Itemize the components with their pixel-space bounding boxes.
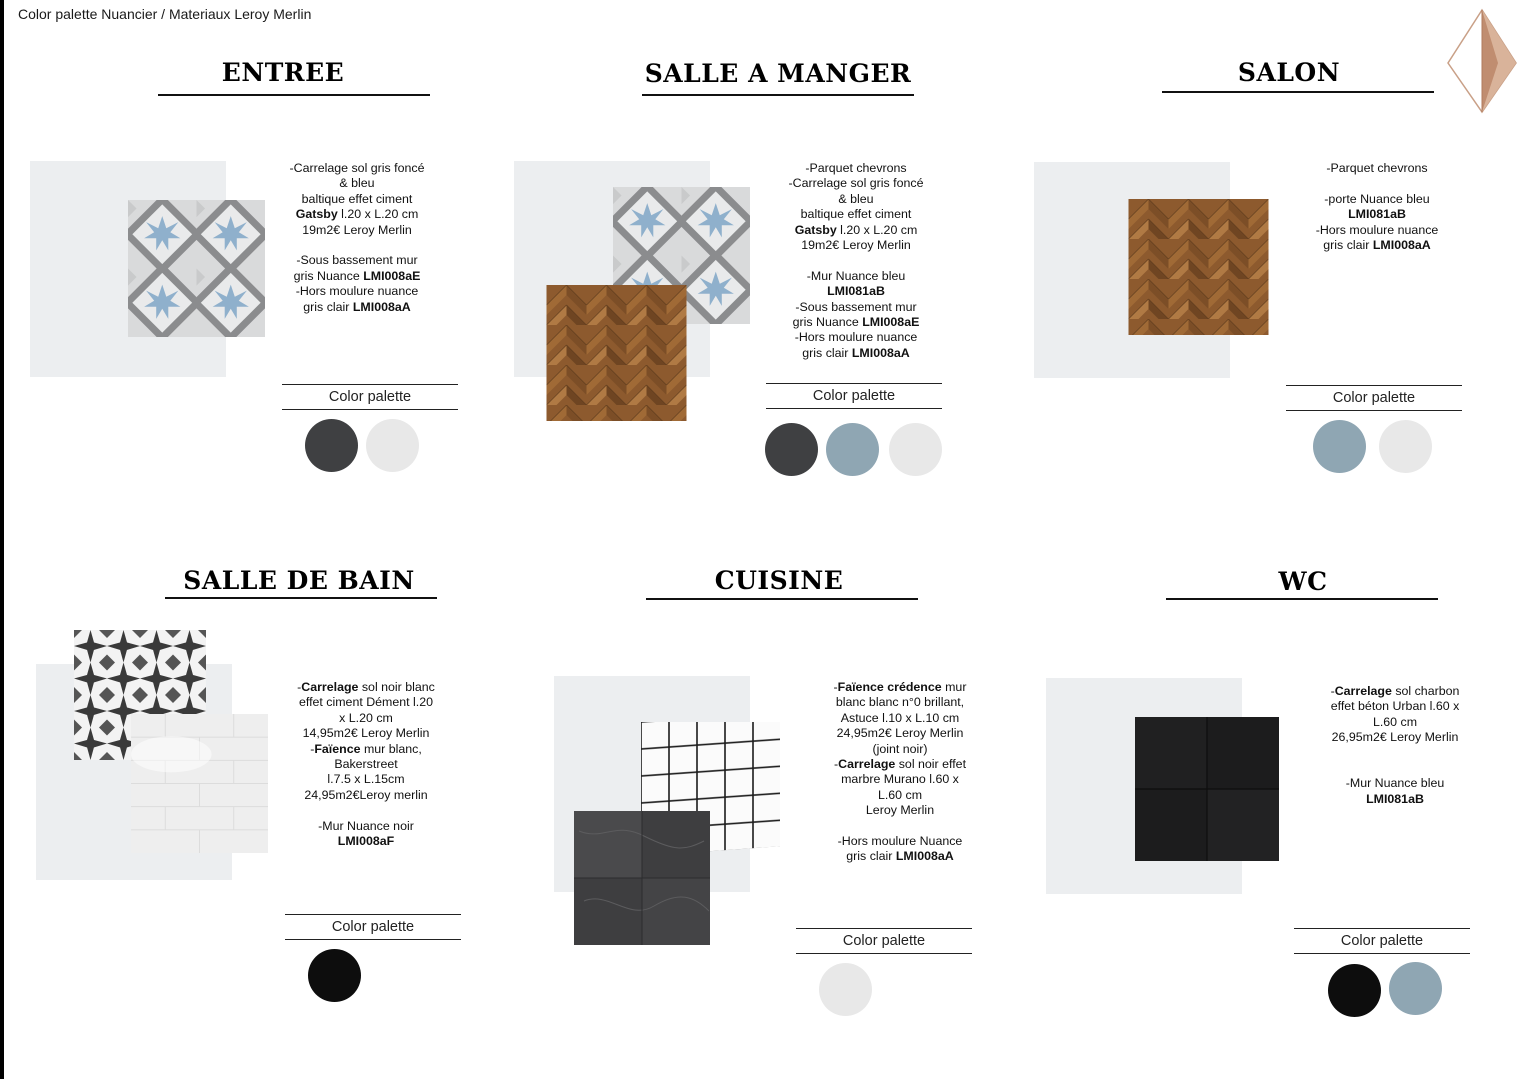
line-text: gris Nuance [293,268,364,283]
line-text: -Carrelage sol gris foncé [289,161,425,175]
document-title: Color palette Nuancier / Materiaux Leroy Merlin [18,6,312,22]
material-description [772,161,940,361]
description-line [273,192,441,207]
line-prefix: - [297,680,302,694]
line-text: 26,95m2€ Leroy Merlin [1331,730,1459,745]
color-swatch-blue-grey [826,423,879,476]
description-line [273,161,441,176]
line-text: -Hors moulure Nuance [837,834,963,849]
line-text: Leroy Merlin [865,803,935,818]
line-text: -Mur Nuance bleu [806,268,906,283]
description-line [816,849,984,864]
line-text: Astuce l.10 x L.10 cm [840,710,960,725]
color-swatch-charcoal [305,419,358,472]
title-underline [165,597,437,599]
line-text: sol charbon [1391,684,1460,698]
color-palette-label: Color palette [282,384,458,410]
description-line [273,284,441,299]
color-reference-code: LMI081aB [1348,207,1406,222]
line-text: l.20 x L.20 cm [836,222,918,237]
line-text: l.20 x L.20 cm [337,207,419,222]
color-reference-code: LMI008aA [895,849,954,864]
description-line [816,695,984,710]
description-line [1293,223,1461,238]
line-text: baltique effet ciment [800,207,912,222]
line-text: effet ciment Dément l.20 [298,695,434,710]
description-line [772,346,940,361]
description-line [1293,238,1461,253]
color-swatch-light-grey [819,963,872,1016]
line-text: -Hors moulure nuance [794,330,918,345]
description-line [282,711,450,726]
product-name: Faïence [314,741,361,756]
herringbone-parquet-icon [546,285,687,421]
page-left-edge [0,0,4,1079]
material-description [282,680,450,849]
description-line [772,192,940,207]
diamond-logo-icon [1446,8,1518,114]
line-text: -Hors moulure nuance [1315,222,1439,237]
cement-tile-grey-blue-icon [128,200,265,337]
description-line [1311,776,1479,791]
color-reference-code: LMI008aA [1372,238,1431,253]
description-line [816,772,984,787]
product-name: Gatsby [794,222,837,237]
description-line [1311,684,1479,699]
title-underline [646,598,918,600]
material-description [273,161,441,315]
line-text: 24,95m2€Leroy merlin [304,787,428,802]
color-swatch-black [1328,964,1381,1017]
color-reference-code: LMI081aB [1366,791,1424,806]
line-text: gris clair [802,345,852,360]
description-line [816,819,984,834]
description-line [1293,176,1461,191]
color-reference-code: LMI081aB [827,284,885,299]
description-line [273,207,441,222]
description-line [282,680,450,695]
description-line [816,680,984,695]
room-title-wc: WC [1278,567,1328,596]
description-line [816,834,984,849]
line-text: blanc blanc n°0 brillant, [835,695,965,710]
line-text: -Carrelage sol gris foncé [788,176,924,191]
line-text: sol noir effet [895,757,967,772]
description-line [772,315,940,330]
line-text: mur [941,680,967,694]
room-title-salle-a-manger: SALLE A MANGER [644,59,912,88]
line-text: L.60 cm [877,787,923,802]
color-palette-label: Color palette [285,914,461,940]
room-title-entree: ENTREE [221,58,345,87]
line-text: marbre Murano l.60 x [841,772,959,787]
line-text: mur blanc, [360,741,422,756]
line-text: -Parquet chevrons [805,161,907,175]
line-prefix: - [1330,684,1335,698]
line-text: l.7.5 x L.15cm [327,772,405,787]
line-prefix: - [310,741,315,756]
description-line [816,757,984,772]
line-text: gris clair [846,849,896,864]
description-line [816,788,984,803]
line-text: 24,95m2€ Leroy Merlin [836,726,964,741]
description-line [273,223,441,238]
line-prefix: - [833,757,839,772]
charcoal-concrete-tile-icon [1135,717,1279,861]
description-line [772,223,940,238]
line-text: sol noir blanc [358,680,435,694]
material-description [1293,161,1461,253]
description-line [1311,746,1479,761]
description-line [282,757,450,772]
description-line [1311,699,1479,714]
title-underline [642,94,914,96]
room-title-salle-de-bain: SALLE DE BAIN [183,566,415,595]
color-swatch-light-grey [366,419,419,472]
product-name: Carrelage [301,680,359,694]
color-reference-code: LMI008aF [337,834,395,849]
line-text: baltique effet ciment [301,191,413,206]
color-reference-code: LMI008aA [352,299,411,314]
line-text: Bakerstreet [334,757,398,772]
color-swatch-light-grey [1379,420,1432,473]
color-swatch-blue-grey [1313,420,1366,473]
description-line [282,803,450,818]
color-reference-code: LMI008aE [363,268,421,283]
product-name: Carrelage [838,757,896,772]
line-text: -Hors moulure nuance [295,284,419,299]
description-line [772,238,940,253]
color-swatch-charcoal [765,423,818,476]
color-palette-label: Color palette [1286,385,1462,411]
description-line [772,284,940,299]
color-swatch-blue-grey [1389,962,1442,1015]
description-line [816,711,984,726]
color-palette-label: Color palette [796,928,972,954]
description-line [772,176,940,191]
line-text: -Sous bassement mur [296,253,418,268]
description-line [282,819,450,834]
line-text: effet béton Urban l.60 x [1330,699,1460,714]
title-underline [158,94,430,96]
line-text: gris clair [303,299,353,314]
line-prefix: - [833,680,838,694]
product-name: Faïence crédence [837,680,942,694]
description-line [273,176,441,191]
description-line [282,695,450,710]
description-line [816,726,984,741]
description-line [1293,207,1461,222]
color-reference-code: LMI008aA [851,345,910,360]
product-name: Gatsby [295,207,338,222]
description-line [273,238,441,253]
line-text: -Mur Nuance noir [318,818,414,833]
black-marble-tile-icon [574,811,710,945]
line-text: L.60 cm [1372,714,1418,729]
description-line [282,772,450,787]
line-text: 19m2€ Leroy Merlin [801,238,911,253]
description-line [273,253,441,268]
line-text: 19m2€ Leroy Merlin [302,222,412,237]
product-name: Carrelage [1334,684,1392,698]
description-line [273,269,441,284]
description-line [772,330,940,345]
room-title-cuisine: CUISINE [714,566,844,595]
description-line [772,253,940,268]
description-line [282,742,450,757]
color-palette-label: Color palette [766,383,942,409]
description-line [772,269,940,284]
line-text: 14,95m2€ Leroy Merlin [302,726,430,741]
line-text: gris Nuance [792,315,863,330]
description-line [282,726,450,741]
description-line [1311,715,1479,730]
description-line [772,207,940,222]
description-line [1311,730,1479,745]
color-palette-label: Color palette [1294,928,1470,954]
color-reference-code: LMI008aE [862,315,920,330]
description-line [282,834,450,849]
description-line [1293,192,1461,207]
description-line [1311,792,1479,807]
line-text: (joint noir) [872,741,928,756]
line-text: -Parquet chevrons [1326,161,1428,175]
line-text: -Mur Nuance bleu [1345,776,1445,791]
line-text: & bleu [339,176,375,191]
description-line [816,742,984,757]
description-line [772,300,940,315]
title-underline [1166,598,1438,600]
line-text: gris clair [1323,238,1373,253]
description-line [1311,761,1479,776]
color-swatch-black [308,949,361,1002]
title-underline [1162,91,1434,93]
line-text: -Sous bassement mur [795,299,917,314]
material-description [1311,684,1479,807]
description-line [273,300,441,315]
description-line [772,161,940,176]
color-swatch-light-grey [889,423,942,476]
description-line [1293,161,1461,176]
description-line [282,788,450,803]
line-text: & bleu [838,191,874,206]
white-subway-tile-icon [131,714,268,853]
line-text: x L.20 cm [339,710,393,725]
herringbone-parquet-icon [1128,199,1269,335]
room-title-salon: SALON [1237,58,1341,87]
line-text: -porte Nuance bleu [1324,191,1430,206]
description-line [816,803,984,818]
material-description [816,680,984,865]
